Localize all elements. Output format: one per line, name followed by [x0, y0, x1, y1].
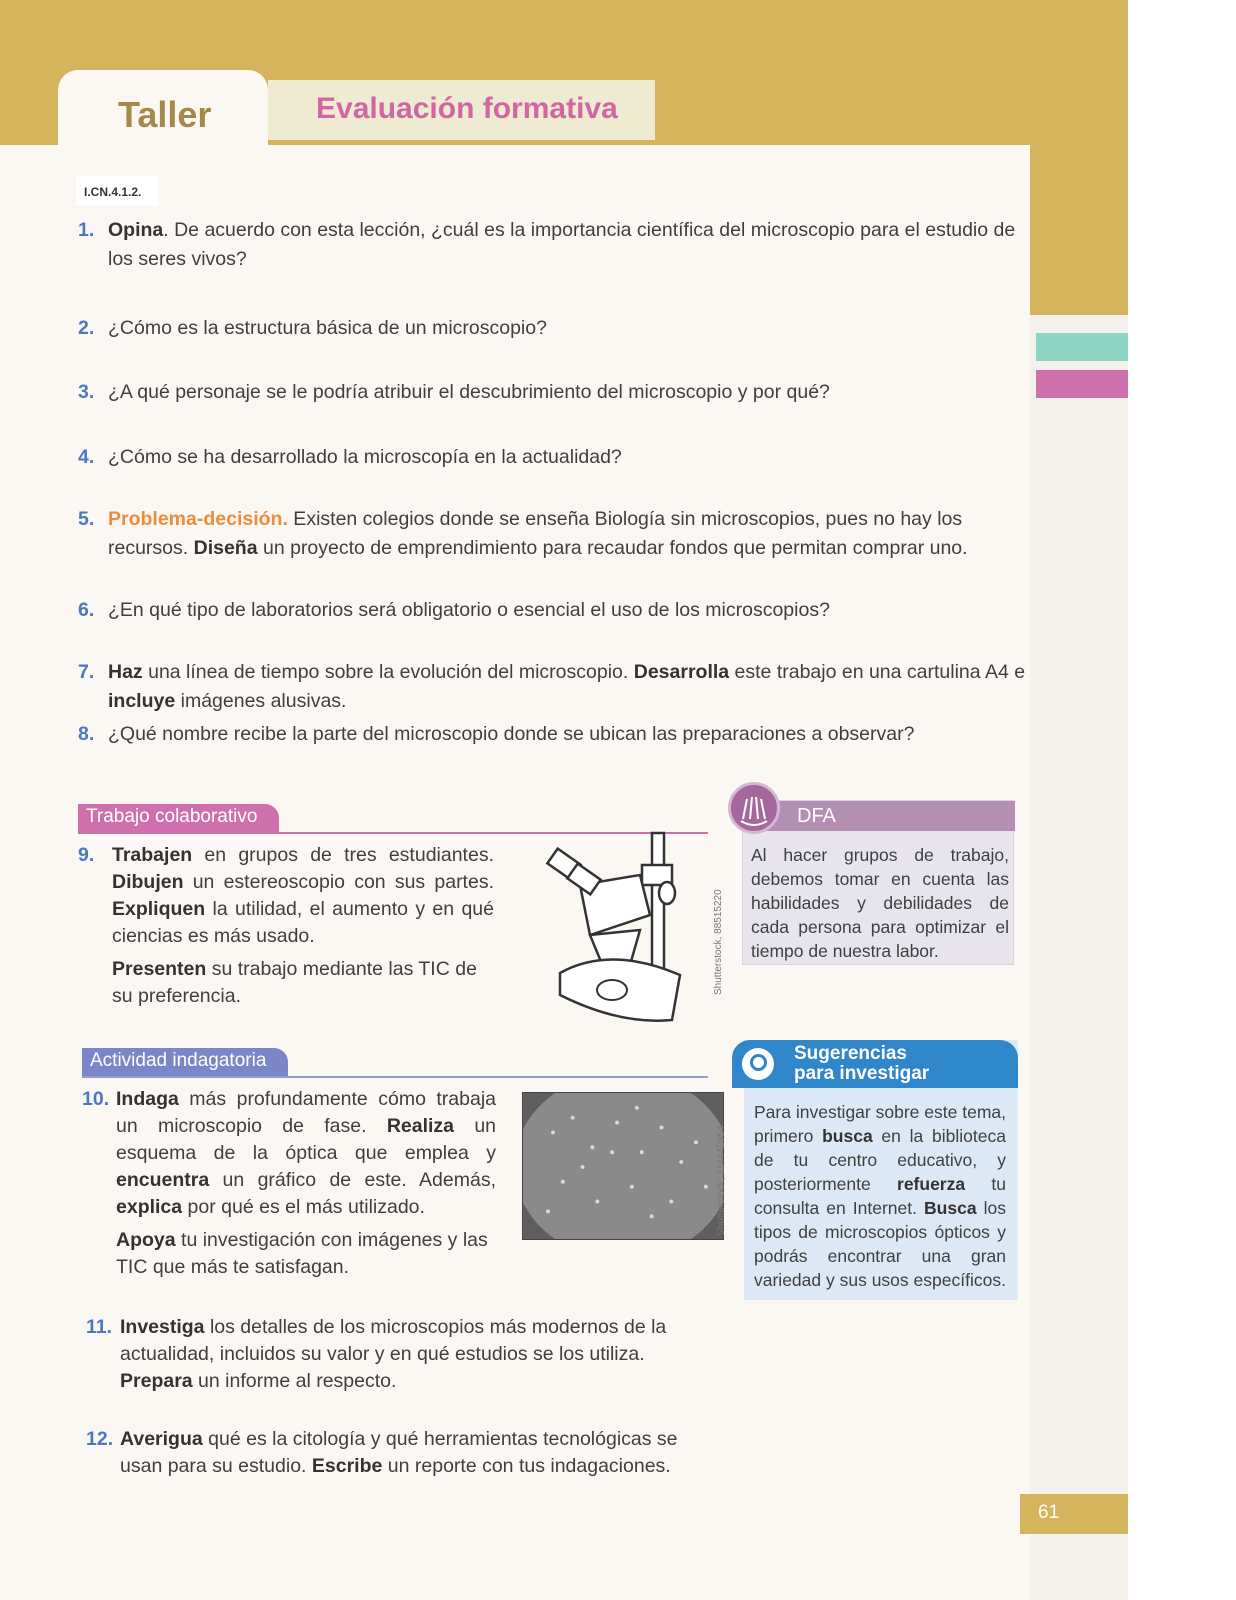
indag-section-header	[82, 1048, 708, 1078]
section-tab-teal	[1036, 333, 1128, 361]
page-number: 61	[1038, 1502, 1060, 1523]
question-1: 1. Opina. De acuerdo con esta lección, ¿cuál es la importancia científica del microscopio para el estudio de los seres vivos?	[78, 219, 1016, 270]
indag-title: Actividad indagatoria	[82, 1048, 288, 1076]
question-5: 5. Problema-decisión. Existen colegios donde se enseña Biología sin microscopios, pues no hay los recursos. Diseña un proyecto de emprendimiento para recaudar fondos que permitan comprar uno.	[78, 508, 968, 559]
indicator-code: I.CN.4.1.2.	[76, 176, 158, 206]
question-11: 11. Investiga los detalles de los microscopios más modernos de la actualidad, incluidos su valor y en qué estudios se los utiliza. Prepara un informe al respecto.	[86, 1316, 667, 1392]
suggestions-text: Para investigar sobre este tema, primero busca en la biblioteca de tu centro educativo, y posteriormente refuerza tu consulta en Internet. Busca los tipos de microscopios ópticos y podrás encontrar una gran variedad y sus usos específicos.	[754, 1102, 1006, 1290]
microscope-credit: Shutterstock, 88515220	[713, 889, 724, 995]
stereo-microscope-image	[540, 825, 690, 1035]
side-band	[1030, 130, 1128, 315]
question-12: 12. Averigua qué es la citología y qué herramientas tecnológicas se usan para su estudio. Escribe un reporte con tus indagaciones.	[86, 1428, 678, 1477]
suggestions-header	[732, 1040, 1018, 1088]
evaluation-title: Evaluación formativa	[316, 92, 618, 125]
section-tab-pink	[1036, 370, 1128, 398]
question-2: 2. ¿Cómo es la estructura básica de un microscopio?	[78, 317, 547, 339]
question-6: 6. ¿En qué tipo de laboratorios será obligatorio o esencial el uso de los microscopios?	[78, 599, 830, 621]
question-7: 7. Haz una línea de tiempo sobre la evolución del microscopio. Desarrolla este trabajo en una cartulina A4 e incluye imágenes alusivas.	[78, 661, 1026, 712]
dfa-box	[742, 800, 1014, 965]
page-number-box	[1020, 1494, 1128, 1534]
question-9: 9. Trabajen en grupos de tres estudiantes. Dibujen un estereoscopio con sus partes. Expliquen la utilidad, el aumento y en qué ciencias es más usado. Presenten su trabajo mediante las TIC de su preferencia.	[78, 844, 494, 1007]
phase-contrast-micrograph	[522, 1092, 724, 1240]
hands-icon	[728, 782, 780, 834]
question-4: 4. ¿Cómo se ha desarrollado la microscopía en la actualidad?	[78, 446, 622, 468]
search-icon	[742, 1048, 774, 1080]
question-3: 3. ¿A qué personaje se le podría atribuir el descubrimiento del microscopio y por qué?	[78, 381, 830, 403]
dfa-header	[743, 801, 1015, 831]
micrograph-credit: Shutterstock, 114442954	[716, 1125, 727, 1236]
collab-title: Trabajo colaborativo	[78, 804, 279, 832]
suggestions-title-1: Sugerencias	[794, 1043, 907, 1064]
page-edge	[1128, 0, 1236, 1600]
suggestions-title-2: para investigar	[794, 1063, 930, 1084]
taller-title: Taller	[118, 94, 212, 135]
dfa-title: DFA	[797, 805, 836, 827]
suggestions-box	[744, 1040, 1018, 1300]
taller-tab	[58, 70, 268, 160]
question-10: 10. Indaga más profundamente cómo trabaja un microscopio de fase. Realiza un esquema de la óptica que emplea y encuentra un gráfico de este. Además, explica por qué es el más utilizado. Apoya tu investigación con imágenes y las TIC que más te satisfagan.	[82, 1088, 497, 1278]
question-8: 8. ¿Qué nombre recibe la parte del microscopio donde se ubican las preparaciones a observar?	[78, 723, 915, 745]
dfa-text: Al hacer grupos de trabajo, debemos tomar en cuenta las habilidades y debilidades de cada persona para optimizar el tiempo de nuestra labor.	[751, 845, 1009, 961]
evaluation-header	[268, 80, 655, 140]
